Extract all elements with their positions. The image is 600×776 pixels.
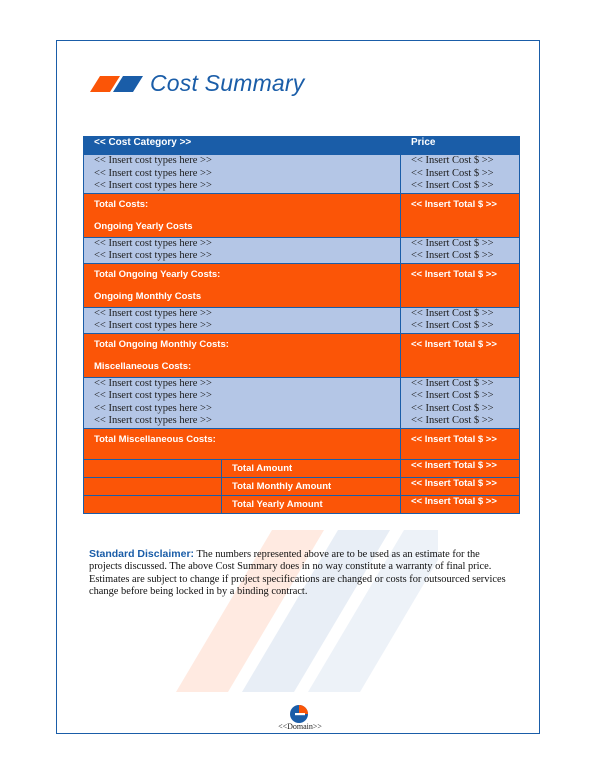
cost-value-cell[interactable] <box>401 237 520 263</box>
cost-type-cell[interactable] <box>84 307 401 333</box>
cost-type-label: << Insert cost types here >> <box>94 167 212 179</box>
cost-type-label: << Insert cost types here >> <box>94 237 212 249</box>
table-row <box>84 237 520 263</box>
cost-value: << Insert Cost $ >> <box>411 320 494 331</box>
summary-label-cell <box>84 495 401 513</box>
table-header-row <box>84 137 520 155</box>
subtotal-value: << Insert Total $ >> <box>411 433 497 445</box>
cost-value: << Insert Cost $ >> <box>411 415 494 426</box>
cost-type-label: << Insert cost types here >> <box>94 390 212 401</box>
summary-row <box>84 459 520 477</box>
subtotal-value: << Insert Total $ >> <box>411 198 497 210</box>
disclaimer-paragraph <box>89 548 513 598</box>
cost-type-cell[interactable] <box>84 377 401 428</box>
summary-label-cell <box>84 459 401 477</box>
cost-type-label: << Insert cost types here >> <box>94 250 212 261</box>
cost-value-cell[interactable] <box>401 377 520 428</box>
subtotal-row <box>84 333 520 377</box>
header-price: Price <box>401 137 520 155</box>
cost-value: << Insert Cost $ >> <box>411 180 494 191</box>
cost-summary-table <box>83 136 520 514</box>
summary-row <box>84 477 520 495</box>
table-row <box>84 155 520 194</box>
cost-value: << Insert Cost $ >> <box>411 377 494 389</box>
cost-value-cell[interactable] <box>401 307 520 333</box>
summary-label: Total Monthly Amount <box>232 480 332 492</box>
section-heading: Miscellaneous Costs: <box>94 360 192 372</box>
footer-logo-icon <box>289 704 309 724</box>
summary-label: Total Amount <box>232 462 293 474</box>
brand-logo-icon <box>90 76 146 92</box>
subtotal-row <box>84 193 520 237</box>
cost-value: << Insert Cost $ >> <box>411 155 494 166</box>
summary-label-cell <box>84 477 401 495</box>
section-heading: Ongoing Yearly Costs <box>94 220 193 232</box>
cost-value: << Insert Cost $ >> <box>411 237 494 249</box>
subtotal-value: << Insert Total $ >> <box>411 268 497 280</box>
subtotal-value-cell[interactable] <box>401 428 520 459</box>
subtotal-value-cell[interactable] <box>401 263 520 307</box>
subtotal-label-cell <box>84 333 401 377</box>
subtotal-label-cell <box>84 263 401 307</box>
summary-row <box>84 495 520 513</box>
cost-type-label: << Insert cost types here >> <box>94 415 212 426</box>
subtotal-label: Total Miscellaneous Costs: <box>94 433 216 445</box>
cost-type-label: << Insert cost types here >> <box>94 402 212 414</box>
subtotal-value: << Insert Total $ >> <box>411 338 497 350</box>
cost-value-cell[interactable] <box>401 155 520 194</box>
table-row <box>84 377 520 428</box>
cost-type-cell[interactable] <box>84 237 401 263</box>
cost-value: << Insert Cost $ >> <box>411 250 494 261</box>
subtotal-label: Total Ongoing Monthly Costs: <box>94 338 229 350</box>
cost-value: << Insert Cost $ >> <box>411 307 494 319</box>
summary-value-cell[interactable]: << Insert Total $ >> <box>401 477 520 495</box>
header-cost-category: << Cost Category >> <box>84 137 401 155</box>
cost-value: << Insert Cost $ >> <box>411 167 494 179</box>
subtotal-label-cell <box>84 428 401 459</box>
cost-type-label: << Insert cost types here >> <box>94 155 212 166</box>
summary-value-cell[interactable]: << Insert Total $ >> <box>401 459 520 477</box>
summary-label: Total Yearly Amount <box>232 498 323 510</box>
disclaimer-body: The numbers represented above are to be used as an estimate for the projects discussed. The above Cost Summary does in no way constitute a warranty of final price. Estimates are subject to change if project specifications are changed or costs for outsourced services change before being locked in by a binding contract. <box>89 549 506 597</box>
subtotal-value-cell[interactable] <box>401 333 520 377</box>
footer-domain: <<Domain>> <box>278 722 322 731</box>
subtotal-row <box>84 428 520 459</box>
subtotal-label: Total Ongoing Yearly Costs: <box>94 268 221 280</box>
cost-type-label: << Insert cost types here >> <box>94 307 212 319</box>
cost-value: << Insert Cost $ >> <box>411 402 494 414</box>
page-title: Cost Summary <box>150 70 305 96</box>
table-row <box>84 307 520 333</box>
cost-value: << Insert Cost $ >> <box>411 390 494 401</box>
summary-value-cell[interactable]: << Insert Total $ >> <box>401 495 520 513</box>
subtotal-row <box>84 263 520 307</box>
subtotal-label: Total Costs: <box>94 198 149 210</box>
cost-type-label: << Insert cost types here >> <box>94 377 212 389</box>
cost-type-label: << Insert cost types here >> <box>94 180 212 191</box>
subtotal-value-cell[interactable] <box>401 193 520 237</box>
subtotal-label-cell <box>84 193 401 237</box>
cost-type-cell[interactable] <box>84 155 401 194</box>
disclaimer-lead: Standard Disclaimer: <box>89 548 195 560</box>
cost-type-label: << Insert cost types here >> <box>94 320 212 331</box>
section-heading: Ongoing Monthly Costs <box>94 290 202 302</box>
